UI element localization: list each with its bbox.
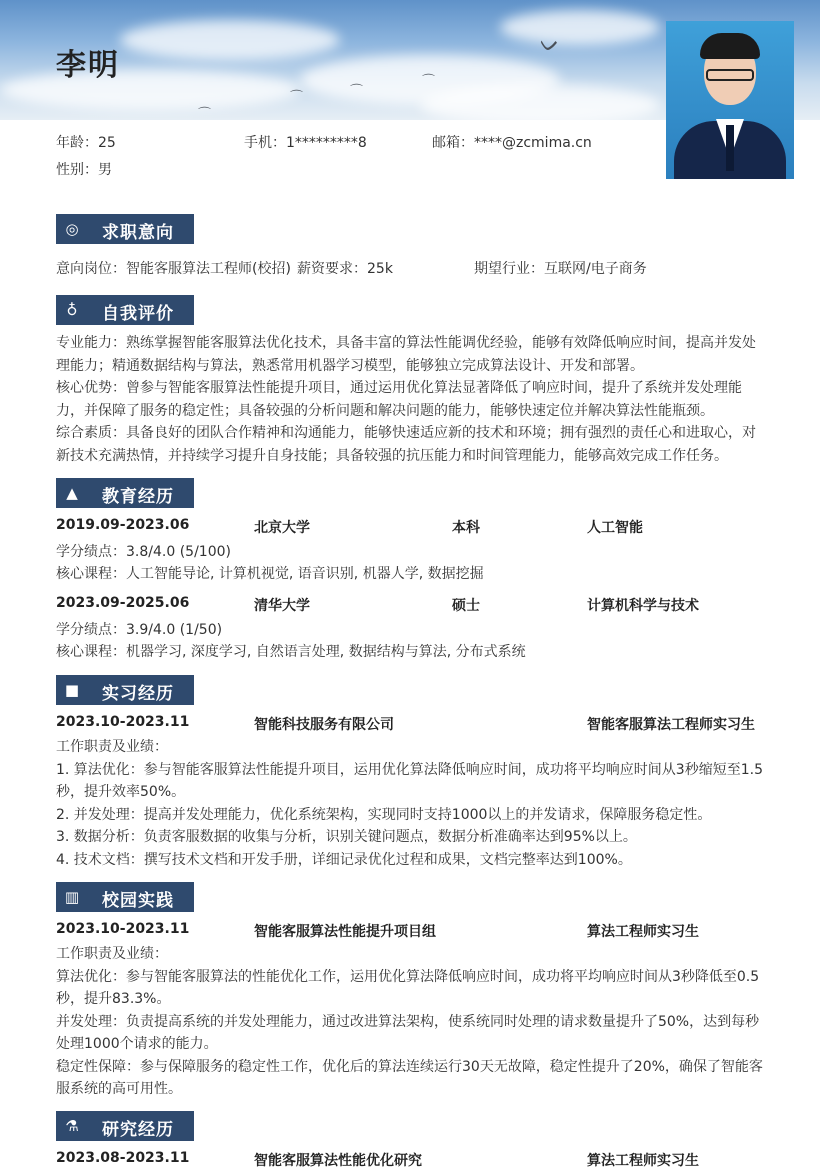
self-eval-text [56,332,766,467]
intern-company: 智能科技服务有限公司 [254,717,394,733]
section-header-internship [56,675,194,705]
bird-icon: ⌒ [198,107,212,120]
section-title: 教育经历 [102,487,174,507]
edu-degree: 本科 [452,520,480,536]
graduation-cap-icon: ▲ [66,484,78,502]
edu-courses: 核心课程：机器学习, 深度学习, 自然语言处理, 数据结构与算法, 分布式系统 [56,644,526,660]
bird-icon: ᨆ [540,32,560,57]
campus-role: 算法工程师实习生 [587,924,699,940]
intern-details [56,736,766,871]
intent-position: 意向岗位：智能客服算法工程师(校招) [56,261,291,277]
phone-field: 手机：1*********8 [244,135,367,151]
intern-role: 智能客服算法工程师实习生 [587,717,755,733]
intern-line: 3. 数据分析：负责客服数据的收集与分析，识别关键问题点，数据分析准确率达到95%以上。 [56,829,637,845]
flask-icon: ⚗ [65,1117,79,1135]
intern-date: 2023.10-2023.11 [56,714,190,730]
section-title: 校园实践 [102,891,174,911]
lightbulb-icon: ♁ [66,301,78,319]
campus-org: 智能客服算法性能提升项目组 [254,924,436,940]
section-title: 求职意向 [102,223,174,243]
section-header-self-eval [56,295,194,325]
briefcase-icon: ■ [64,681,80,699]
edu-courses: 核心课程：人工智能导论, 计算机视觉, 语音识别, 机器人学, 数据挖掘 [56,566,484,582]
bird-icon: ⌒ [422,74,436,89]
edu-date: 2019.09-2023.06 [56,517,190,533]
gender-field: 性别：男 [56,162,112,178]
self-eval-paragraph: 综合素质：具备良好的团队合作精神和沟通能力，能够快速适应新的技术和环境；拥有强烈的责任心和进取心，对新技术充满热情，并持续学习提升自身技能；具备较强的抗压能力和时间管理能力，能够高效完成工作任务。 [56,425,756,464]
campus-line: 算法优化：参与智能客服算法的性能优化工作，运用优化算法降低响应时间，成功将平均响应时间从3秒降低至0.5秒，提升83.3%。 [56,968,760,1007]
bird-icon: ⌒ [350,84,364,99]
section-title: 实习经历 [102,684,174,704]
edu-degree: 硕士 [452,598,480,614]
section-header-research [56,1111,194,1141]
self-eval-paragraph: 专业能力：熟练掌握智能客服算法优化技术，具备丰富的算法性能调优经验，能够有效降低响应时间，提高并发处理能力；精通数据结构与算法，熟悉常用机器学习模型，能够独立完成算法设计、开发和部署。 [56,335,756,374]
campus-date: 2023.10-2023.11 [56,921,190,937]
section-header-intent [56,214,194,244]
edu-major: 计算机科学与技术 [587,598,699,614]
edu-major: 人工智能 [587,520,643,536]
profile-photo [666,21,794,179]
campus-line: 并发处理：负责提高系统的并发处理能力，通过改进算法架构，使系统同时处理的请求数量提升了50%，达到每秒处理1000个请求的能力。 [56,1013,760,1052]
intern-line: 1. 算法优化：参与智能客服算法性能提升项目，运用优化算法降低响应时间，成功将平均响应时间从3秒缩短至1.5秒，提升效率50%。 [56,761,763,800]
research-date: 2023.08-2023.11 [56,1150,190,1166]
target-icon: ◎ [65,220,79,238]
campus-details [56,943,766,1101]
research-project: 智能客服算法性能优化研究 [254,1153,422,1169]
candidate-name: 李明 [56,48,120,83]
intern-line: 2. 并发处理：提高并发处理能力，优化系统架构，实现同时支持1000以上的并发请求，保障服务稳定性。 [56,806,712,823]
research-role: 算法工程师实习生 [587,1153,699,1169]
edu-date: 2023.09-2025.06 [56,595,190,611]
edu-gpa: 学分绩点：3.8/4.0 (5/100) [56,544,231,560]
intern-line: 工作职责及业绩： [56,739,168,755]
self-eval-paragraph: 核心优势：曾参与智能客服算法性能提升项目，通过运用优化算法显著降低了响应时间，提升了系统并发处理能力，并保障了服务的稳定性；具备较强的分析问题和解决问题的能力，能够快速定位并解决算法性能瓶颈。 [56,380,742,419]
age-field: 年龄：25 [56,135,116,151]
bird-icon: ⌒ [290,90,304,105]
section-title: 自我评价 [102,304,174,324]
edu-school: 北京大学 [254,520,310,536]
edu-school: 清华大学 [254,598,310,614]
section-title: 研究经历 [102,1120,174,1140]
school-building-icon: ▥ [64,888,80,906]
edu-gpa: 学分绩点：3.9/4.0 (1/50) [56,622,223,638]
campus-line: 工作职责及业绩： [56,946,168,962]
section-header-campus [56,882,194,912]
campus-line: 稳定性保障：参与保障服务的稳定性工作，优化后的算法连续运行30天无故障，稳定性提升了20%，确保了智能客服系统的高可用性。 [56,1058,763,1097]
section-header-education [56,478,194,508]
intent-salary: 薪资要求：25k [297,261,393,277]
intern-line: 4. 技术文档：撰写技术文档和开发手册，详细记录优化过程和成果，文档完整率达到100%。 [56,851,632,868]
email-field: 邮箱：****@zcmima.cn [432,135,592,151]
intent-industry: 期望行业：互联网/电子商务 [474,261,647,277]
